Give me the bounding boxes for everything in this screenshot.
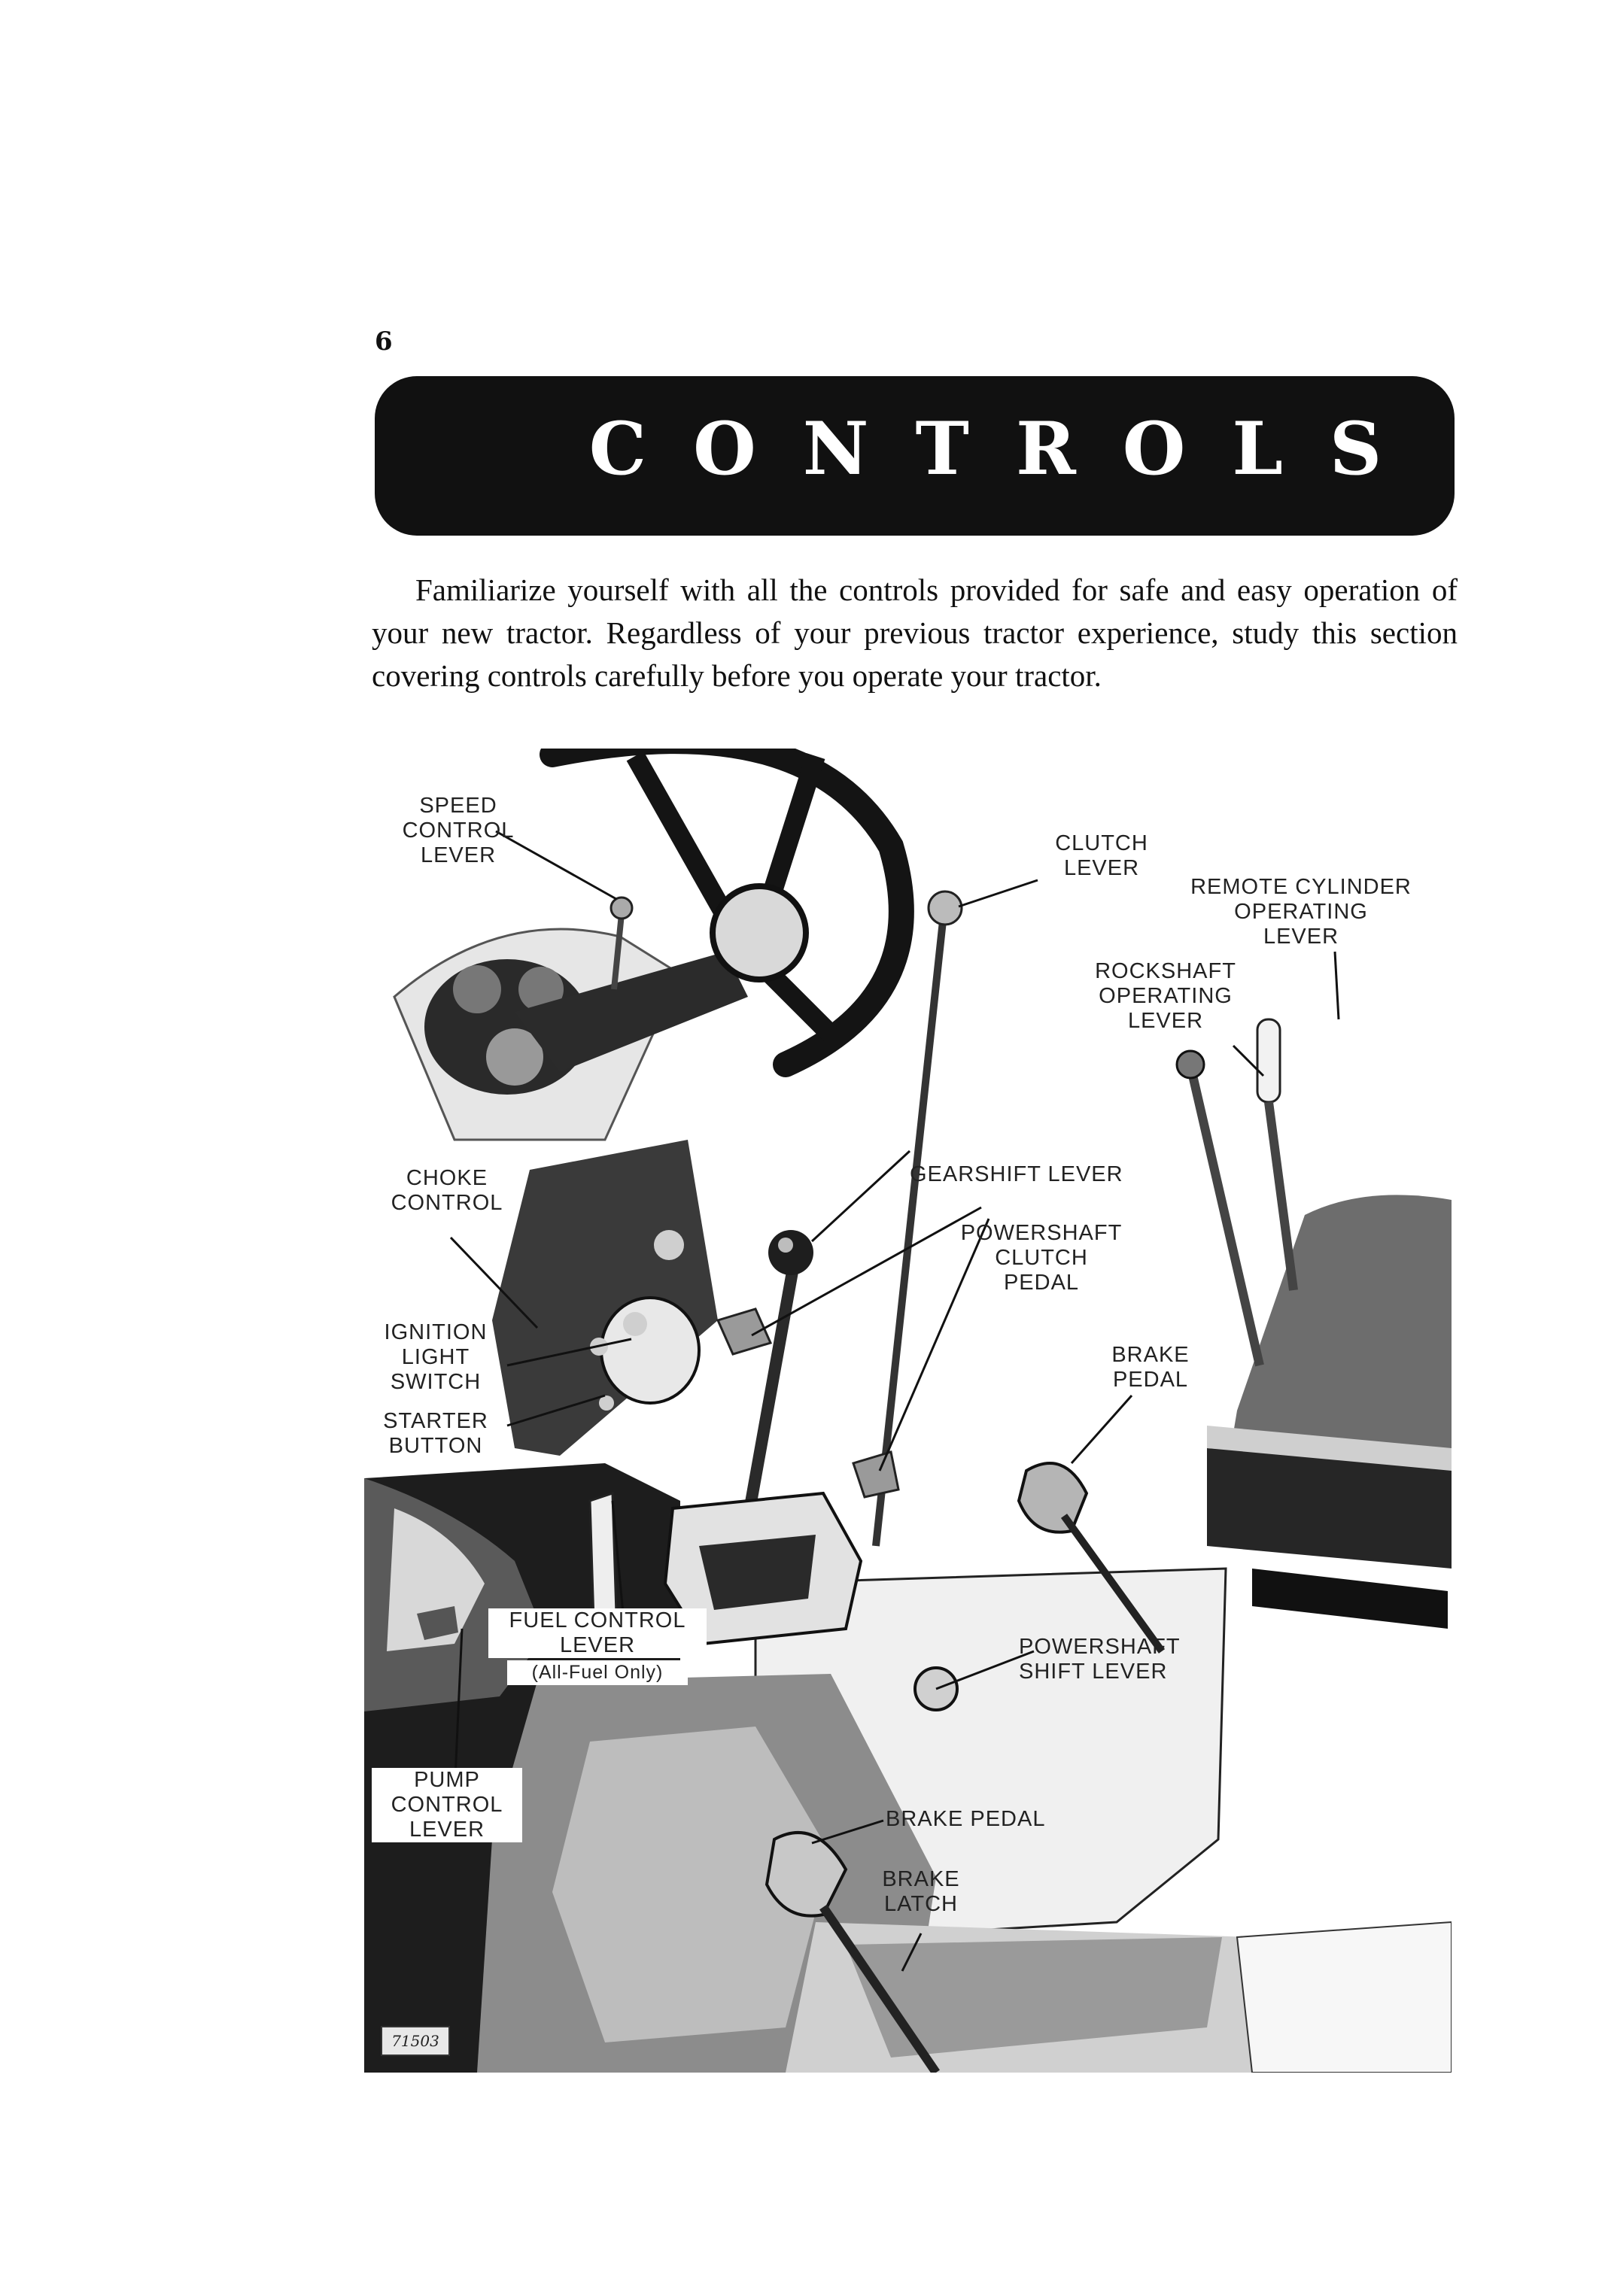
label-powershaft-clutch-pedal: POWERSHAFT CLUTCH PEDAL	[960, 1221, 1123, 1295]
label-clutch-lever: CLUTCH LEVER	[1055, 831, 1148, 880]
label-brake-pedal-right: BRAKE PEDAL	[1111, 1343, 1190, 1392]
label-brake-latch: BRAKE LATCH	[882, 1867, 960, 1916]
label-speed-control-lever: SPEED CONTROL LEVER	[402, 794, 515, 867]
photo-number: 71503	[381, 2026, 450, 2056]
label-fuel-control-note: (All-Fuel Only)	[507, 1660, 688, 1685]
label-powershaft-shift-lever: POWERSHAFT SHIFT LEVER	[1019, 1635, 1181, 1684]
title-banner	[375, 376, 1455, 536]
label-pump-control-lever: PUMP CONTROL LEVER	[372, 1768, 522, 1842]
label-ignition-light-switch: IGNITION LIGHT SWITCH	[384, 1320, 488, 1394]
label-gearshift-lever: GEARSHIFT LEVER	[910, 1162, 1123, 1186]
label-choke-control: CHOKE CONTROL	[391, 1166, 503, 1215]
label-remote-cylinder-operating-lever: REMOTE CYLINDER OPERATING LEVER	[1190, 875, 1412, 949]
label-rockshaft-operating-lever: ROCKSHAFT OPERATING LEVER	[1095, 959, 1236, 1033]
page-number: 6	[375, 326, 393, 357]
label-brake-pedal-left: BRAKE PEDAL	[886, 1807, 1046, 1831]
label-starter-button: STARTER BUTTON	[383, 1409, 488, 1458]
intro-paragraph: Familiarize yourself with all the controls provided for safe and easy operation of your new tractor. Regardless of your previous tractor experience, study this section covering controls carefully before you operate your tractor.	[372, 572, 1458, 693]
page-title: CONTROLS	[588, 406, 1429, 491]
tractor-controls-figure	[364, 749, 1452, 2073]
label-fuel-control-lever: FUEL CONTROL LEVER	[488, 1608, 707, 1658]
